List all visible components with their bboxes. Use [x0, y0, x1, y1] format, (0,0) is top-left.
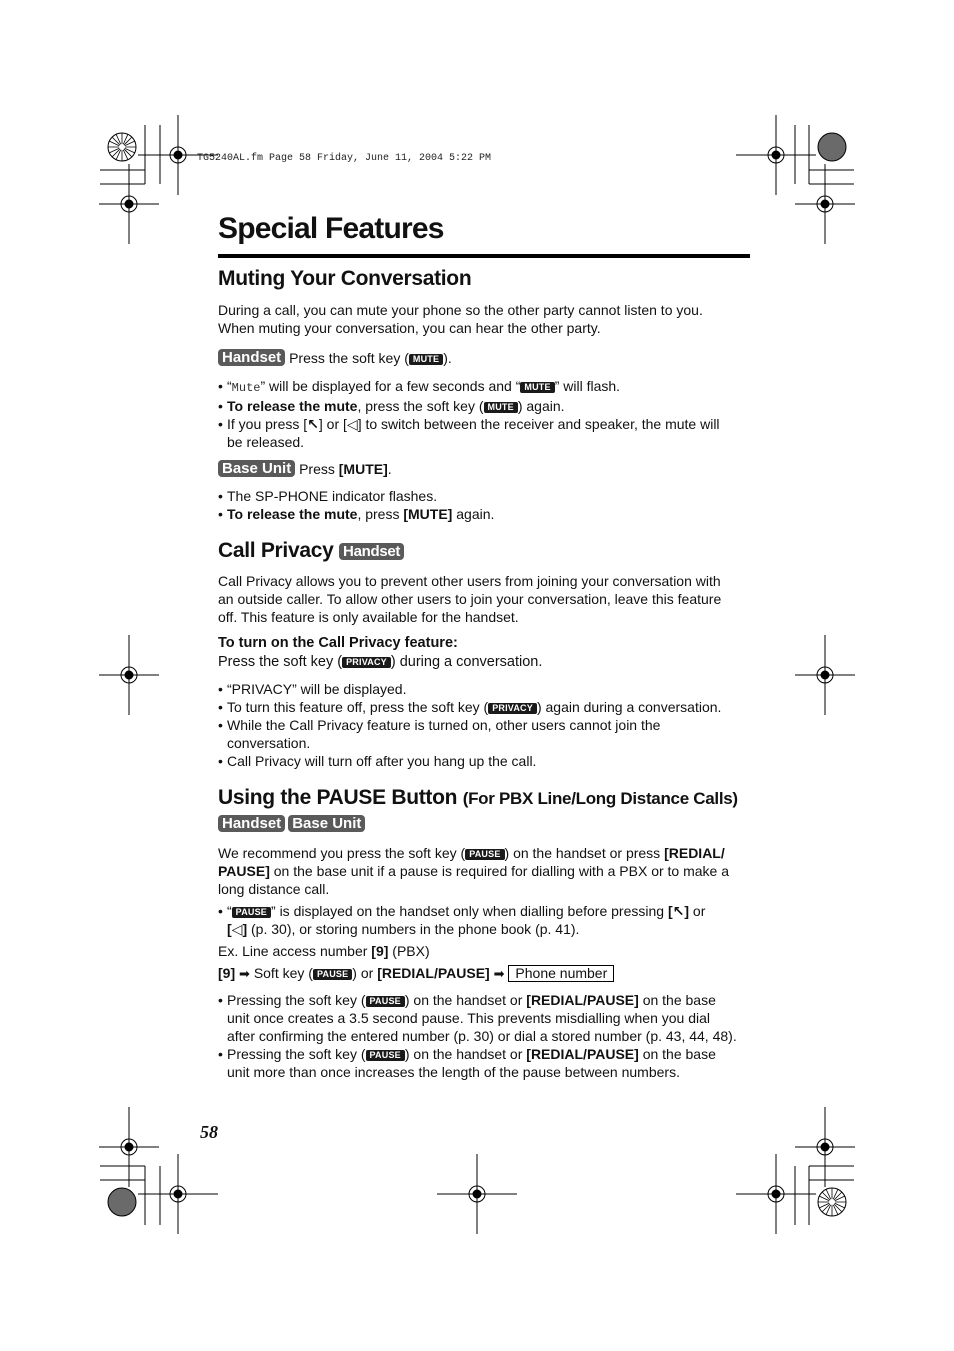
- privacy-heading: [218, 539, 404, 563]
- list-item: • To release the mute, press the soft key ( MUTE ) again.: [218, 397, 758, 415]
- list-item: • Pressing the soft key ( PAUSE ) on the handset or [REDIAL/PAUSE] on the base unit once creates a 3.5 second pause. This prevents misdialling when you dial after confirming the entered number (p. 30) or dial a stored number (p. 43, 44, 48).: [218, 991, 758, 1045]
- speaker-icon: ◁: [231, 921, 243, 937]
- registration-target: [795, 635, 855, 715]
- arrow-right-icon: ➡: [239, 966, 250, 981]
- privacy-intro-line: off. This feature is only available for the handset.: [218, 609, 519, 625]
- base-unit-tag: Base Unit: [218, 460, 295, 477]
- privacy-intro-line: an outside caller. To allow other users to join your conversation, leave this feature: [218, 591, 722, 607]
- list-item: • Pressing the soft key ( PAUSE ) on the handset or [REDIAL/PAUSE] on the base unit more than once increases the length of the pause between numbers.: [218, 1045, 758, 1081]
- privacy-bullets: [218, 680, 758, 770]
- pause-example: Ex. Line access number [9] (PBX): [218, 943, 430, 959]
- step-text: Press the soft key (: [289, 350, 409, 366]
- privacy-step: Press the soft key ( PRIVACY ) during a conversation.: [218, 654, 543, 670]
- muting-base-step: Base Unit Press [MUTE].: [218, 460, 392, 478]
- step-text: Press: [299, 461, 339, 477]
- pause-intro-line: We recommend you press the soft key ( PAUSE ) on the handset or press [REDIAL/: [218, 845, 725, 861]
- pause-heading: [218, 786, 738, 810]
- registration-target: [99, 635, 159, 715]
- pause-intro-line: long distance call.: [218, 881, 330, 897]
- pause-intro: [218, 844, 758, 898]
- gray-disc-icon: [107, 1187, 137, 1217]
- starburst-disc-icon: [817, 1187, 847, 1217]
- page-number: 58: [200, 1122, 218, 1142]
- registration-target: [795, 164, 855, 244]
- registration-target: [437, 1154, 517, 1234]
- registration-target: [99, 164, 159, 244]
- list-item: • To turn this feature off, press the soft key ( PRIVACY ) again during a conversation.: [218, 698, 758, 716]
- pause-soft-key: PAUSE: [366, 1050, 405, 1061]
- pause-heading-sub: (For PBX Line/Long Distance Calls): [462, 789, 738, 808]
- pause-heading-text: Using the PAUSE Button: [218, 786, 458, 809]
- pause-soft-key: PAUSE: [366, 996, 405, 1007]
- step-text: ).: [443, 350, 452, 366]
- pause-soft-key: PAUSE: [313, 969, 352, 980]
- muting-handset-step: [218, 349, 452, 367]
- mute-soft-key[interactable]: MUTE: [409, 354, 443, 365]
- pause-tags: [218, 815, 365, 833]
- list-item: • While the Call Privacy feature is turned on, other users cannot join the conversation.: [218, 716, 758, 752]
- starburst-disc-icon: [107, 132, 137, 162]
- list-item: • “ PAUSE ” is displayed on the handset only when dialling before pressing [↖] or [◁] (p. 30), or storing numbers in the phone book (p. 41).: [218, 902, 758, 938]
- muting-intro-line: When muting your conversation, you can hear the other party.: [218, 320, 601, 336]
- muting-intro-line: During a call, you can mute your phone so the other party cannot listen to you.: [218, 302, 703, 318]
- list-item: • If you press [↖] or [◁] to switch between the receiver and speaker, the mute will be released.: [218, 415, 758, 451]
- muting-handset-bullets: [218, 377, 758, 451]
- list-item: • The SP-PHONE indicator flashes.: [218, 487, 758, 505]
- list-item: • Call Privacy will turn off after you hang up the call.: [218, 752, 758, 770]
- privacy-intro: [218, 572, 758, 626]
- display-text-mute: Mute: [231, 381, 261, 395]
- mute-button-label: [MUTE]: [338, 461, 388, 477]
- privacy-soft-key: PRIVACY: [488, 703, 537, 714]
- privacy-intro-line: Call Privacy allows you to prevent other users from joining your conversation with: [218, 573, 721, 589]
- page-title: Special Features: [218, 212, 444, 245]
- phone-number-box: Phone number: [508, 965, 614, 982]
- redial-pause-label: [REDIAL/PAUSE]: [377, 965, 490, 981]
- talk-icon: ↖: [672, 903, 685, 919]
- pause-bullets-2: [218, 991, 758, 1081]
- base-unit-tag: Base Unit: [288, 815, 365, 832]
- privacy-heading-text: Call Privacy: [218, 539, 334, 562]
- muting-intro: [218, 301, 758, 337]
- talk-icon: ↖: [307, 416, 319, 432]
- gray-disc-icon: [817, 132, 847, 162]
- seq-key-9: [9]: [218, 965, 236, 981]
- privacy-subheading: To turn on the Call Privacy feature:: [218, 635, 458, 651]
- list-item: • “PRIVACY” will be displayed.: [218, 680, 758, 698]
- registration-target: [138, 1154, 218, 1234]
- list-item: • “Mute” will be displayed for a few seconds and “ MUTE ” will flash.: [218, 377, 758, 397]
- mute-soft-key: MUTE: [520, 382, 554, 393]
- pause-sequence: [9] ➡ Soft key ( PAUSE ) or [REDIAL/PAUSE] ➡ Phone number: [218, 964, 614, 983]
- registration-target: [736, 1154, 816, 1234]
- muting-base-bullets: [218, 487, 758, 523]
- file-slug: TG5240AL.fm Page 58 Friday, June 11, 2004 5:22 PM: [197, 153, 492, 164]
- handset-tag: Handset: [339, 543, 404, 560]
- list-item: • To release the mute, press [MUTE] again.: [218, 505, 758, 523]
- mute-soft-key: MUTE: [484, 402, 518, 413]
- pause-intro-line: PAUSE] on the base unit if a pause is required for dialling with a PBX or to make a: [218, 863, 730, 879]
- privacy-soft-key[interactable]: PRIVACY: [342, 657, 391, 668]
- title-rule: [218, 254, 750, 258]
- pause-soft-key: PAUSE: [232, 907, 271, 918]
- arrow-right-icon: ➡: [493, 966, 505, 981]
- pause-bullets-1: [218, 902, 758, 938]
- handset-tag: Handset: [218, 349, 285, 366]
- handset-tag: Handset: [218, 815, 285, 832]
- speaker-icon: ◁: [346, 416, 358, 432]
- pause-soft-key[interactable]: PAUSE: [465, 849, 504, 860]
- muting-heading: Muting Your Conversation: [218, 267, 472, 290]
